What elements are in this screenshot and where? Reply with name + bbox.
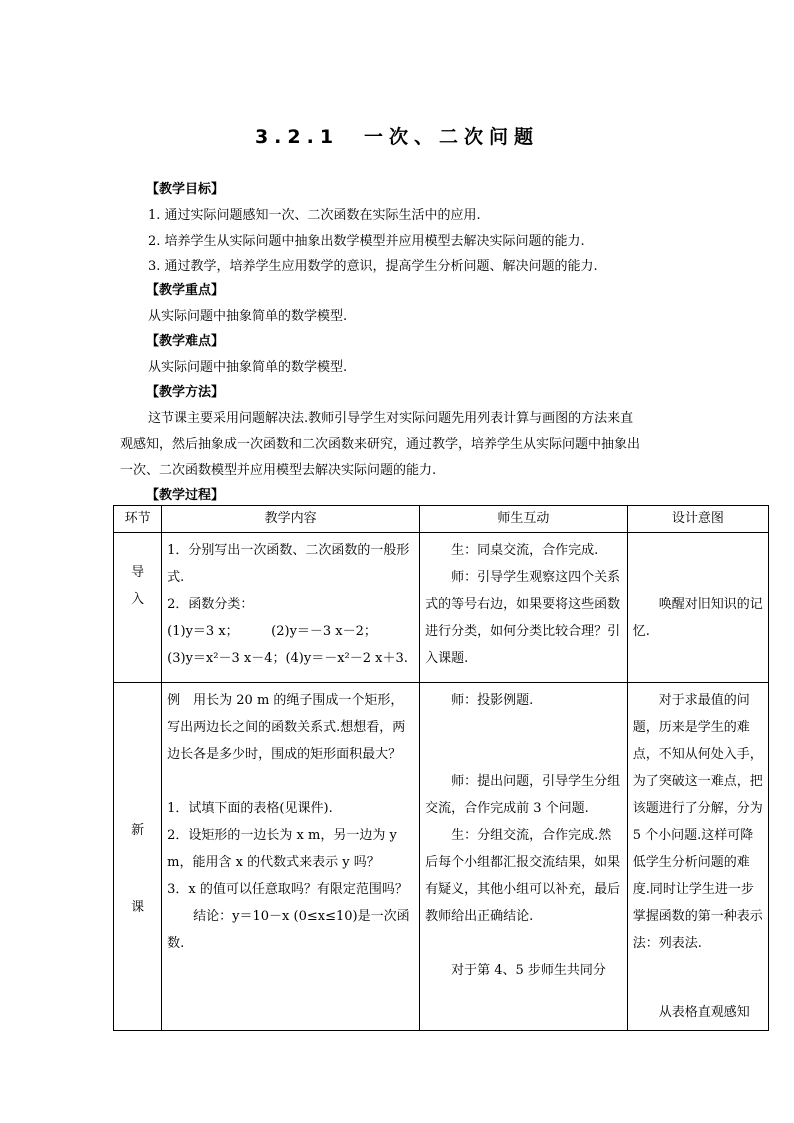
intent-cell	[627, 683, 768, 1031]
table-row	[114, 533, 769, 683]
column-header: 环节	[114, 506, 162, 533]
interaction-line: 生：分组交流，合作完成.然后每个小组都汇报交流结果，如果有疑义，其他小组可以补充，最后教师给出正确结论.	[425, 828, 621, 924]
goal-item: 1. 通过实际问题感知一次、二次函数在实际生活中的应用.	[148, 208, 481, 223]
intent-cell	[627, 533, 768, 683]
interaction-line: 师：投影例题.	[451, 693, 534, 708]
stage-cell	[114, 683, 162, 1031]
key-text: 从实际问题中抽象简单的数学模型.	[148, 309, 348, 324]
column-header: 教学内容	[162, 506, 420, 533]
method-line: 观感知，然后抽象成一次函数和二次函数来研究，通过教学，培养学生从实际问题中抽象出	[120, 437, 641, 452]
goal-heading: 【教学目标】	[146, 182, 225, 197]
column-header: 设计意图	[627, 506, 768, 533]
content-cell	[162, 533, 420, 683]
difficult-heading: 【教学难点】	[146, 334, 225, 349]
content-line: 结论：y＝10－x (0≤x≤10)是一次函数.	[167, 909, 410, 951]
content-line: (3)y＝x²－3 x－4；(4)y＝－x²－2 x＋3.	[167, 651, 408, 666]
page-title: 3.2.1 一次、二次问题	[254, 126, 540, 148]
content-line: 例 用长为 20 m 的绳子围成一个矩形，写出两边长之间的函数关系式.想想看，两边长各是多少时，围成的矩形面积最大？	[167, 693, 406, 762]
table-row	[114, 683, 769, 1031]
process-heading: 【教学过程】	[146, 488, 225, 503]
goal-item: 2. 培养学生从实际问题中抽象出数学模型并应用模型去解决实际问题的能力.	[148, 234, 585, 249]
intent-line: 对于求最值的问题，历来是学生的难点，不知从何处入手，为了突破这一难点，把该题进行了分解，分为 5 个小问题.这样可降低学生分析问题的难度.同时让学生进一步掌握函数的第一种表示法：列表法.	[632, 693, 763, 951]
content-line: 1．分别写出一次函数、二次函数的一般形式.	[167, 543, 410, 585]
content-line: 2．设矩形的一边长为 x m，另一边为 y m，能用含 x 的代数式来表示 y 吗？	[167, 828, 397, 870]
stage-char: 导	[131, 565, 145, 580]
interaction-line: 师：提出问题，引导学生分组交流，合作完成前 3 个问题.	[425, 774, 621, 816]
column-header: 师生互动	[420, 506, 628, 533]
key-heading: 【教学重点】	[146, 283, 225, 298]
content-line: 2．函数分类：	[167, 597, 254, 612]
table-header-row	[114, 506, 769, 533]
interaction-cell	[420, 533, 628, 683]
stage-cell	[114, 533, 162, 683]
content-line: 1．试填下面的表格(见课件).	[167, 801, 333, 816]
stage-char: 新	[131, 823, 145, 838]
method-line: 一次、二次函数模型并应用模型去解决实际问题的能力.	[120, 463, 437, 478]
interaction-line: 师：引导学生观察这四个关系式的等号右边，如果要将这些函数进行分类，如何分类比较合理？引入课题.	[425, 570, 621, 666]
difficult-text: 从实际问题中抽象简单的数学模型.	[148, 360, 348, 375]
content-cell	[162, 683, 420, 1031]
stage-char: 入	[131, 592, 145, 607]
interaction-line: 对于第 4、5 步师生共同分	[451, 963, 606, 978]
content-line: 3．x 的值可以任意取吗？有限定范围吗？	[167, 882, 408, 897]
interaction-line: 生：同桌交流，合作完成.	[451, 543, 599, 558]
interaction-cell	[420, 683, 628, 1031]
intent-line: 唤醒对旧知识的记忆.	[632, 597, 763, 639]
content-line: (1)y＝3 x； (2)y＝－3 x－2；	[167, 624, 377, 639]
process-table	[113, 505, 769, 1031]
stage-char: 课	[131, 900, 145, 915]
method-heading: 【教学方法】	[146, 385, 225, 400]
intent-line: 从表格直观感知	[658, 1005, 750, 1020]
method-line: 这节课主要采用问题解决法.教师引导学生对实际问题先用列表计算与画图的方法来直	[148, 411, 634, 426]
goal-item: 3. 通过教学，培养学生应用数学的意识，提高学生分析问题、解决问题的能力.	[148, 259, 598, 274]
